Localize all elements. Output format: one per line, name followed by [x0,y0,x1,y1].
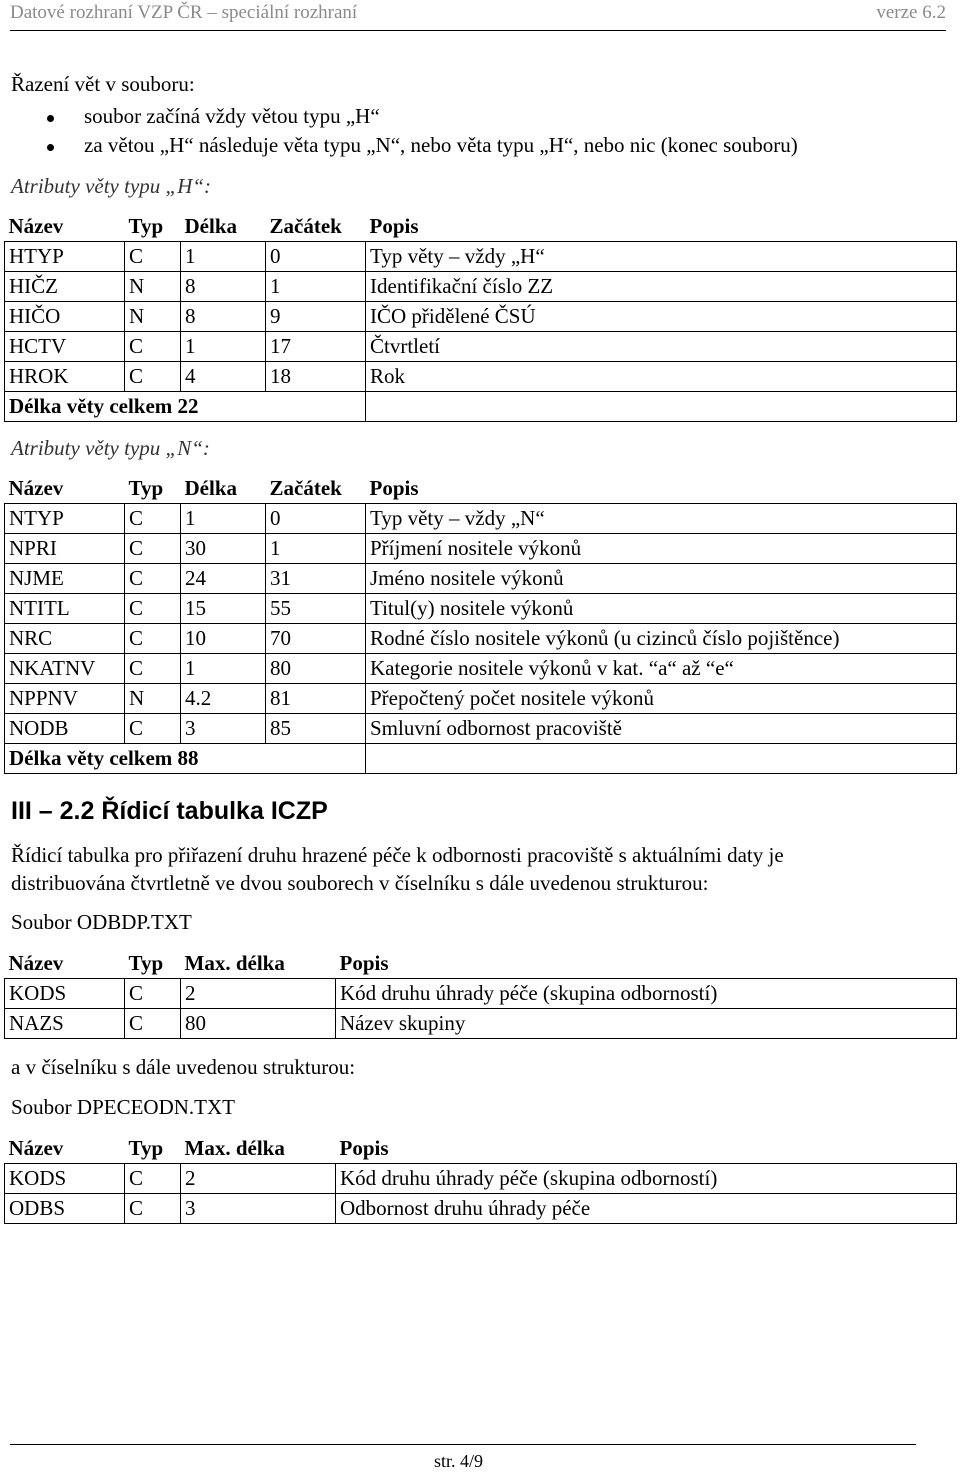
col-header: Popis [366,474,957,504]
table-cell: 4 [181,362,266,392]
ordering-item: za větou „H“ následuje věta typu „N“, nebo věta typu „H“, nebo nic (konec souboru) [84,133,798,157]
table-cell: NPRI [5,534,125,564]
table-cell: C [125,504,181,534]
table-cell: C [125,979,181,1009]
table-row [5,594,957,624]
table-cell: Odbornost druhu úhrady péče [336,1194,957,1224]
table-cell: C [125,654,181,684]
attrs-n-caption: Atributy věty typu „N“: [11,436,210,460]
table-row [5,1009,957,1039]
table-cell: KODS [5,1164,125,1194]
table-cell: NRC [5,624,125,654]
table-row [5,654,957,684]
table-row [5,272,957,302]
table-row [5,1194,957,1224]
table-header-row [5,474,957,504]
col-header: Popis [366,212,957,242]
table-cell: 0 [266,242,366,272]
table-row [5,242,957,272]
col-header: Název [5,212,125,242]
table-cell: Rok [366,362,957,392]
table-cell: Smluvní odbornost pracoviště [366,714,957,744]
table-header-row [5,949,957,979]
table-cell: 81 [266,684,366,714]
ordering-title: Řazení vět v souboru: [11,72,195,96]
table-header-row [5,1134,957,1164]
total-row [5,392,957,422]
col-header: Popis [336,949,957,979]
col-header: Začátek [266,212,366,242]
table-cell: HTYP [5,242,125,272]
table-row [5,1164,957,1194]
table-cell: 80 [266,654,366,684]
table-cell: Jméno nositele výkonů [366,564,957,594]
empty-cell [366,392,957,422]
table-cell: Rodné číslo nositele výkonů (u cizinců číslo pojištěnce) [366,624,957,654]
table-row [5,504,957,534]
table-cell: HIČZ [5,272,125,302]
table-cell: NTITL [5,594,125,624]
table-cell: NKATNV [5,654,125,684]
page-header [10,2,946,31]
table-cell: 55 [266,594,366,624]
file-name: Soubor ODBDP.TXT [11,910,192,934]
table-cell: C [125,332,181,362]
col-header: Typ [125,949,181,979]
dpeceodn-table [4,1134,957,1224]
table-cell: 85 [266,714,366,744]
table-cell: C [125,1194,181,1224]
section-paragraph: Řídicí tabulka pro přiřazení druhu hrazené péče k odbornosti pracoviště s aktuálními daty je [11,843,784,867]
table-cell: 8 [181,272,266,302]
table-row [5,302,957,332]
table-cell: 1 [181,504,266,534]
table-row [5,564,957,594]
table-cell: Přepočtený počet nositele výkonů [366,684,957,714]
col-header: Typ [125,474,181,504]
table-cell: NJME [5,564,125,594]
section-paragraph: a v číselníku s dále uvedenou strukturou: [11,1055,356,1079]
table-cell: 10 [181,624,266,654]
table-header-row [5,212,957,242]
table-cell: NPPNV [5,684,125,714]
table-cell: C [125,594,181,624]
table-cell: HROK [5,362,125,392]
table-cell: 2 [181,979,336,1009]
table-cell: N [125,302,181,332]
table-cell: C [125,1164,181,1194]
col-header: Název [5,1134,125,1164]
table-cell: IČO přidělené ČSÚ [366,302,957,332]
table-cell: KODS [5,979,125,1009]
table-cell: HCTV [5,332,125,362]
table-cell: 4.2 [181,684,266,714]
table-cell: ODBS [5,1194,125,1224]
table-row [5,979,957,1009]
table-cell: 15 [181,594,266,624]
attrs-h-caption: Atributy věty typu „H“: [11,174,212,198]
table-cell: Příjmení nositele výkonů [366,534,957,564]
table-cell: C [125,534,181,564]
table-cell: 1 [181,332,266,362]
page-number: str. 4/9 [434,1451,484,1471]
table-cell: C [125,564,181,594]
table-cell: 1 [181,654,266,684]
table-cell: Čtvrtletí [366,332,957,362]
total-cell: Délka věty celkem 22 [5,392,366,422]
ordering-item: soubor začíná vždy větou typu „H“ [84,104,380,128]
table-cell: 0 [266,504,366,534]
table-cell: N [125,272,181,302]
table-cell: 1 [266,534,366,564]
table-row [5,624,957,654]
table-cell: 24 [181,564,266,594]
table-cell: Titul(y) nositele výkonů [366,594,957,624]
odbdp-table [4,949,957,1039]
bullet-icon [47,144,54,151]
table-cell: C [125,1009,181,1039]
section-paragraph: distribuována čtvrtletně ve dvou souborech v číselníku s dále uvedenou strukturou: [11,871,709,895]
table-cell: Typ věty – vždy „H“ [366,242,957,272]
empty-cell [366,744,957,774]
table-cell: 8 [181,302,266,332]
file-name: Soubor DPECEODN.TXT [11,1095,235,1119]
table-cell: Typ věty – vždy „N“ [366,504,957,534]
total-row [5,744,957,774]
col-header: Název [5,474,125,504]
col-header: Začátek [266,474,366,504]
col-header: Název [5,949,125,979]
table-row [5,362,957,392]
col-header: Typ [125,212,181,242]
table-cell: Kód druhu úhrady péče (skupina odborností) [336,1164,957,1194]
col-header: Max. délka [181,1134,336,1164]
table-cell: NAZS [5,1009,125,1039]
table-cell: 3 [181,714,266,744]
attrs-h-table [4,212,957,422]
table-cell: Kategorie nositele výkonů v kat. “a“ až “e“ [366,654,957,684]
total-cell: Délka věty celkem 88 [5,744,366,774]
table-cell: Kód druhu úhrady péče (skupina odborností) [336,979,957,1009]
header-title: Datové rozhraní VZP ČR – speciální rozhraní [10,2,358,23]
table-row [5,714,957,744]
table-cell: HIČO [5,302,125,332]
col-header: Popis [336,1134,957,1164]
table-cell: 9 [266,302,366,332]
table-cell: Název skupiny [336,1009,957,1039]
table-cell: Identifikační číslo ZZ [366,272,957,302]
table-cell: 3 [181,1194,336,1224]
section-heading: III – 2.2 Řídicí tabulka ICZP [11,797,328,825]
table-row [5,534,957,564]
table-cell: 80 [181,1009,336,1039]
table-cell: NTYP [5,504,125,534]
table-cell: N [125,684,181,714]
table-cell: 70 [266,624,366,654]
header-version: verze 6.2 [876,2,946,23]
table-cell: C [125,624,181,654]
col-header: Délka [181,212,266,242]
col-header: Typ [125,1134,181,1164]
table-cell: 30 [181,534,266,564]
table-cell: 18 [266,362,366,392]
table-cell: C [125,242,181,272]
table-row [5,684,957,714]
footer-rule [10,1444,916,1445]
table-cell: NODB [5,714,125,744]
table-cell: 2 [181,1164,336,1194]
col-header: Délka [181,474,266,504]
table-row [5,332,957,362]
bullet-icon [47,115,54,122]
col-header: Max. délka [181,949,336,979]
table-cell: 17 [266,332,366,362]
table-cell: C [125,714,181,744]
table-cell: 1 [181,242,266,272]
table-cell: 1 [266,272,366,302]
table-cell: 31 [266,564,366,594]
attrs-n-table [4,474,957,774]
table-cell: C [125,362,181,392]
